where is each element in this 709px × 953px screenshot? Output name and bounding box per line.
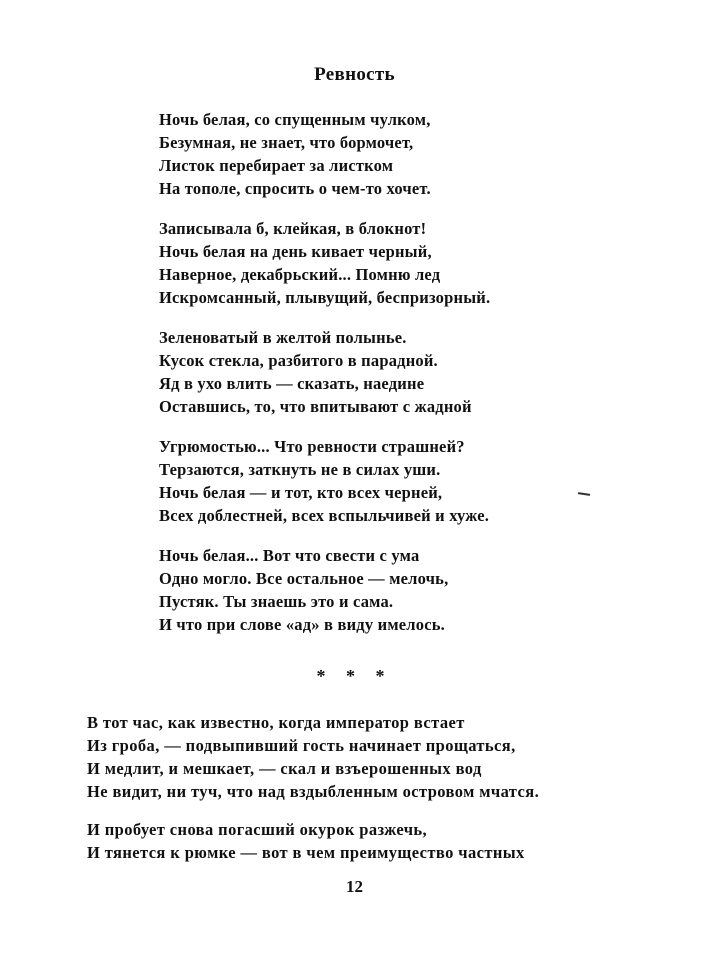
- poem-line: Одно могло. Все остальное — мелочь,: [159, 569, 449, 588]
- poem-line: И тянется к рюмке — вот в чем преимущество частных: [87, 843, 525, 862]
- stanza-3: [159, 326, 589, 418]
- poem-line: Терзаются, заткнуть не в силах уши.: [159, 460, 441, 479]
- poem-title: Ревность: [314, 64, 395, 85]
- poem-line: Яд в ухо влить — сказать, наедине: [159, 374, 425, 393]
- poem-line: Записывала б, клейкая, в блокнот!: [159, 219, 427, 238]
- poem-line: Ночь белая — и тот, кто всех черней,: [159, 483, 443, 502]
- poem-line: Зеленоватый в желтой полынье.: [159, 328, 407, 347]
- poem-line: Из гроба, — подвыпивший гость начинает прощаться,: [87, 736, 516, 755]
- poem-jealousy: [159, 108, 589, 653]
- poem-line: В тот час, как известно, когда император встает: [87, 713, 465, 732]
- poem-untitled: [87, 711, 647, 879]
- section-separator: * * *: [316, 666, 393, 686]
- stanza-2: [87, 818, 647, 864]
- poem-line: Ночь белая, со спущенным чулком,: [159, 110, 431, 129]
- stanza-1: [87, 711, 647, 803]
- stanza-1: [159, 108, 589, 200]
- poem-line: И пробует снова погасший окурок разжечь,: [87, 820, 428, 839]
- poem-line: Не видит, ни туч, что над вздыбленным островом мчатся.: [87, 782, 540, 801]
- poem-line: Всех доблестней, всех вспыльчивей и хуже.: [159, 506, 490, 525]
- poem-line: На тополе, спросить о чем-то хочет.: [159, 179, 431, 198]
- poem-line: Кусок стекла, разбитого в парадной.: [159, 351, 438, 370]
- stanza-2: [159, 217, 589, 309]
- poem-line: Ночь белая на день кивает черный,: [159, 242, 432, 261]
- poem-line: Искромсанный, плывущий, беспризорный.: [159, 288, 491, 307]
- poem-line: Угрюмостью... Что ревности страшней?: [159, 437, 465, 456]
- poem-line: Листок перебирает за листком: [159, 156, 394, 175]
- poem-line: Наверное, декабрьский... Помню лед: [159, 265, 441, 284]
- poem-line: Оставшись, то, что впитывают с жадной: [159, 397, 472, 416]
- poem-line: Ночь белая... Вот что свести с ума: [159, 546, 420, 565]
- stanza-5: [159, 544, 589, 636]
- poem-line: И медлит, и мешкает, — скал и взъерошенных вод: [87, 759, 482, 778]
- poem-line: Пустяк. Ты знаешь это и сама.: [159, 592, 394, 611]
- poem-line: Безумная, не знает, что бормочет,: [159, 133, 414, 152]
- poem-line: И что при слове «ад» в виду имелось.: [159, 615, 445, 634]
- page-number: 12: [346, 877, 363, 896]
- stanza-4: [159, 435, 589, 527]
